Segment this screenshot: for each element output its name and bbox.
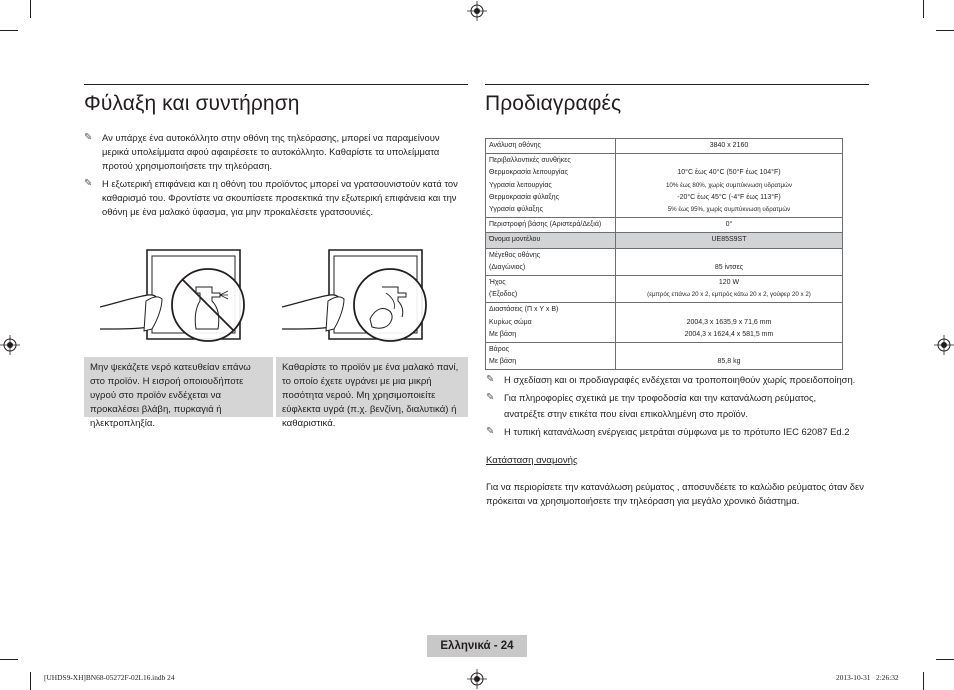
table-row: [486, 303, 843, 343]
spec-note-3: ✎ Η τυπική κατανάλωση ενέργειας μετράται σύμφωνα με το πρότυπο IEC 62087 Ed.2: [486, 424, 856, 440]
spec-value: 0°: [725, 221, 733, 229]
crop-mark: [923, 0, 924, 18]
caption-no-spray: Μην ψεκάζετε νερό κατευθείαν επάνω στο προϊόν. Η εισροή οποιουδήποτε υγρού στο προϊόν ενδέχεται να προκαλέσει βλάβη, πυρκαγιά ή ηλεκτροπληξία.: [84, 357, 273, 417]
specifications-table: [485, 138, 843, 370]
spec-value: 85 ίντσες: [714, 263, 744, 271]
spec-label: Θερμοκρασία φύλαξης: [489, 193, 560, 201]
crop-mark: [0, 659, 18, 660]
spec-label: Κυρίως σώμα: [489, 318, 532, 326]
table-row-model: [486, 233, 843, 248]
cloth-cleaning-illustration: [282, 247, 442, 347]
spec-value: 2004,3 x 1624,4 x 581,5 mm: [684, 330, 774, 338]
spec-value: [619, 304, 839, 316]
pencil-note-icon: ✎: [486, 426, 495, 437]
spec-label: Ήχος: [489, 279, 506, 287]
spec-value: 85,8 kg: [717, 358, 741, 366]
spec-note-1: ✎ Η σχεδίαση και οι προδιαγραφές ενδέχεται να τροποποιηθούν χωρίς προειδοποίηση.: [486, 372, 856, 388]
table-row: [486, 248, 843, 275]
spec-value: [619, 344, 839, 356]
spec-value: [619, 250, 839, 262]
section-rule: [84, 84, 468, 85]
registration-mark-icon: [467, 1, 487, 21]
spec-value: 10°C έως 40°C (50°F έως 104°F): [677, 169, 781, 177]
spec-label: Υγρασία λειτουργίας: [489, 181, 552, 189]
spec-label: Θερμοκρασία λειτουργίας: [489, 169, 568, 177]
crop-mark: [30, 0, 31, 18]
table-row: [486, 218, 843, 233]
care-note-2: ✎ Η εξωτερική επιφάνεια και η οθόνη του προϊόντος μπορεί να γρατσουνιστούν κατά τον καθαρισμό του. Φροντίστε να σκουπίσετε προσεκτικά την εξωτερική επιφάνεια και την οθόνη με ένα μαλακό ύφασμα, για μην προκαλέσετε γρατσουνιές.: [84, 178, 458, 217]
crop-mark: [936, 30, 954, 31]
spec-label: Με βάση: [489, 330, 517, 338]
section-title-specifications: Προδιαγραφές: [485, 92, 622, 115]
spec-label: Με βάση: [489, 358, 517, 366]
spec-label: Υγρασία φύλαξης: [489, 206, 543, 214]
crop-mark: [30, 672, 31, 690]
spray-prohibited-illustration: [100, 247, 260, 347]
table-row: [486, 276, 843, 303]
spec-label: Μέγεθος οθόνης: [489, 251, 541, 259]
spec-label: Όνομα μοντέλου: [489, 236, 541, 244]
spec-value: 10% έως 80%, χωρίς συμπύκνωση υδρατμών: [665, 181, 792, 189]
spec-value: 3840 x 2160: [709, 142, 749, 149]
footer-file-info: [UHDS9-XH]BN68-05272F-02L16.indb 24: [44, 673, 175, 682]
caption-soft-cloth: Καθαρίστε το προϊόν με ένα μαλακό πανί, το οποίο έχετε υγράνει με μια μικρή ποσότητα νερού. Μη χρησιμοποιείτε εύφλεκτα υγρά (π.χ. βενζίνη, διαλυτικά) ή καθαριστικά.: [276, 357, 468, 417]
spec-label: Διαστάσεις (Π x Υ x Β): [489, 306, 559, 314]
spec-value: (εμπρός επάνω 20 x 2, εμπρός κάτω 20 x 2, γούφερ 20 x 2): [647, 291, 811, 299]
registration-mark-icon: [467, 669, 487, 689]
spec-label: (Διαγώνιος): [489, 263, 526, 271]
crop-mark: [936, 659, 954, 660]
spec-label: Βάρος: [489, 346, 509, 354]
section-title-care: Φύλαξη και συντήρηση: [84, 92, 300, 115]
page-number-label: Ελληνικά - 24: [427, 635, 527, 657]
standby-heading: Κατάσταση αναμονής: [486, 455, 578, 466]
standby-paragraph: Για να περιορίσετε την κατανάλωση ρεύματος , αποσυνδέετε το καλώδιο ρεύματος όταν δεν πρόκειται να χρησιμοποιήσετε την τηλεόραση για μεγάλο χρονικό διάστημα.: [486, 481, 864, 506]
spec-value: 5% έως 95%, χωρίς συμπύκνωση υδρατμών: [667, 206, 791, 214]
table-row: [486, 154, 843, 218]
pencil-note-icon: ✎: [486, 392, 495, 403]
care-note-1: ✎ Αν υπάρχε ένα αυτοκόλλητο στην οθόνη της τηλεόρασης, μπορεί να παραμείνουν μερικά υπολείμματα αφού αφαιρέσετε το αυτοκόλλητο. Καθαρίστε τα υπολείμματα προτού χρησιμοποιήσετε την τηλεόραση.: [84, 132, 440, 171]
registration-mark-icon: [934, 335, 954, 355]
table-row: [486, 343, 843, 370]
pencil-note-icon: ✎: [486, 374, 495, 385]
crop-mark: [0, 30, 18, 31]
registration-mark-icon: [0, 335, 20, 355]
pencil-note-icon: ✎: [84, 178, 93, 189]
spec-label: Περιβαλλοντικές συνθήκες: [489, 157, 571, 165]
spec-value: [619, 155, 839, 167]
spec-value: 2004,3 x 1635,9 x 71,6 mm: [686, 318, 772, 326]
table-row: [486, 139, 843, 154]
spec-value: 120 W: [718, 279, 740, 287]
pencil-note-icon: ✎: [84, 132, 93, 143]
spec-label: Περιστροφή βάσης (Αριστερά/Δεξιά): [489, 221, 602, 229]
crop-mark: [923, 672, 924, 690]
section-rule: [485, 84, 869, 85]
spec-note-2: ✎ Για πληροφορίες σχετικά με την τροφοδοσία και την κατανάλωση ρεύματος, ανατρέξτε στην ετικέτα που είναι επικολλημένη στο προϊόν.: [486, 392, 817, 419]
spec-label: Ανάλυση οθόνης: [489, 142, 541, 149]
footer-timestamp: 2013-10-31 2:26:32: [836, 673, 899, 682]
spec-value: UE85S9ST: [711, 236, 747, 244]
spec-label: (Έξοδος): [489, 291, 518, 299]
spec-value: -20°C έως 45°C (-4°F έως 113°F): [677, 193, 781, 201]
